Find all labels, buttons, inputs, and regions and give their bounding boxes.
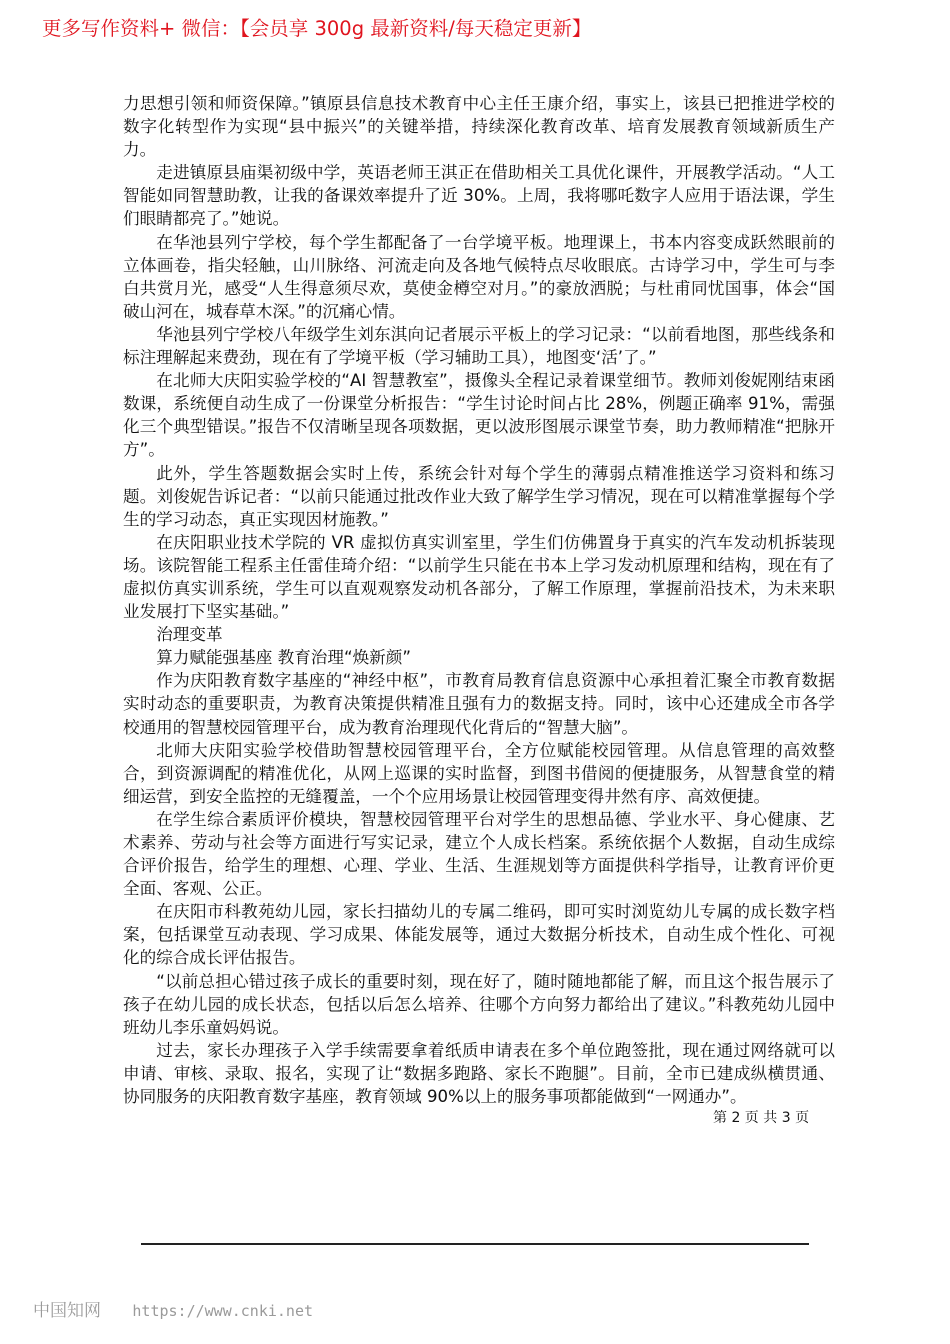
paragraph: 在华池县列宁学校，每个学生都配备了一台学境平板。地理课上，书本内容变成跃然眼前的立体画卷，指尖轻触，山川脉络、河流走向及各地气候特点尽收眼底。古诗学习中，学生可与李白共赏月光，感受“人生得意须尽欢，莫使金樽空对月。”的豪放洒脱；与杜甫同忧国事，体会“国破山河在，城春草木深。”的沉痛心情。	[123, 232, 835, 321]
article-body	[123, 92, 835, 1108]
paragraph: 力思想引领和师资保障。”镇原县信息技术教育中心主任王康介绍，事实上，该县已把推进学校的数字化转型作为实现“县中振兴”的关键举措，持续深化教育改革、培育发展教育领域新质生产力。	[123, 94, 835, 160]
paragraph: 北师大庆阳实验学校借助智慧校园管理平台，全方位赋能校园管理。从信息管理的高效整合，到资源调配的精准优化，从网上巡课的实时监督，到图书借阅的便捷服务，从智慧食堂的精细运营，到安全监控的无缝覆盖，一个个应用场景让校园管理变得井然有序、高效便捷。	[123, 740, 835, 806]
paragraph: 在庆阳职业技术学院的 VR 虚拟仿真实训室里，学生们仿佛置身于真实的汽车发动机拆装现场。该院智能工程系主任雷佳琦介绍：“以前学生只能在书本上学习发动机原理和结构，现在有了虚拟仿真实训系统，学生可以直观观察发动机各部分，了解工作原理，掌握前沿技术，为未来职业发展打下坚实基础。”	[123, 532, 835, 622]
paragraph: 在学生综合素质评价模块，智慧校园管理平台对学生的思想品德、学业水平、身心健康、艺术素养、劳动与社会等方面进行写实记录，建立个人成长档案。系统依据个人数据，自动生成综合评价报告，给学生的理想、心理、学业、生活、生涯规划等方面提供科学指导，让教育评价更全面、客观、公正。	[123, 809, 835, 899]
paragraph: 作为庆阳教育数字基座的“神经中枢”，市教育局教育信息资源中心承担着汇聚全市教育数据实时动态的重要职责，为教育决策提供精准且强有力的数据支持。同时，该中心还建成全市各学校通用的智慧校园管理平台，成为教育治理现代化背后的“智慧大脑”。	[123, 671, 835, 737]
footer	[33, 1296, 313, 1321]
paragraph: 走进镇原县庙渠初级中学，英语老师王淇正在借助相关工具优化课件，开展教学活动。“人工智能如同智慧助教，让我的备课效率提升了近 30%。上周，我将哪吒数字人应用于语法课，学生们眼睛都亮了。”她说。	[123, 163, 835, 229]
section-heading: 治理变革	[156, 625, 223, 645]
paragraph: 在北师大庆阳实验学校的“AI 智慧教室”，摄像头全程记录着课堂细节。教师刘俊妮刚结束函数课，系统便自动生成了一份课堂分析报告：“学生讨论时间占比 28%，例题正确率 91%，需强化三个典型错误。”报告不仅清晰呈现各项数据，更以波形图展示课堂节奏，助力教师精准“把脉开方”。	[123, 371, 835, 460]
footer-divider	[141, 1243, 809, 1245]
paragraph: 过去，家长办理孩子入学手续需要拿着纸质申请表在多个单位跑签批，现在通过网络就可以申请、审核、录取、报名，实现了让“数据多跑路、家长不跑腿”。目前，全市已建成纵横贯通、协同服务的庆阳教育数字基座，教育领域 90%以上的服务事项都能做到“一网通办”。	[123, 1040, 835, 1107]
promo-banner: 更多写作资料+ 微信：【会员享 300g 最新资料/每天稳定更新】	[42, 17, 592, 40]
paragraph: 华池县列宁学校八年级学生刘东淇向记者展示平板上的学习记录：“以前看地图，那些线条和标注理解起来费劲，现在有了学境平板（学习辅助工具），地图变‘活’了。”	[123, 324, 835, 368]
paragraph: “以前总担心错过孩子成长的重要时刻，现在好了，随时随地都能了解，而且这个报告展示了孩子在幼儿园的成长状态，包括以后怎么培养、往哪个方向努力都给出了建议。”科教苑幼儿园中班幼儿李乐童妈妈说。	[123, 971, 835, 1037]
paragraph: 此外，学生答题数据会实时上传，系统会针对每个学生的薄弱点精准推送学习资料和练习题。刘俊妮告诉记者：“以前只能通过批改作业大致了解学生学习情况，现在可以精准掌握每个学生的学习动态，真正实现因材施教。”	[123, 463, 835, 529]
site-name: 中国知网	[33, 1301, 101, 1321]
paragraph: 在庆阳市科教苑幼儿园，家长扫描幼儿的专属二维码，即可实时浏览幼儿专属的成长数字档案，包括课堂互动表现、学习成果、体能发展等，通过大数据分析技术，自动生成个性化、可视化的综合成长评估报告。	[123, 902, 835, 968]
page-number: 第 2 页 共 3 页	[713, 1110, 810, 1126]
section-subheading: 算力赋能强基座 教育治理“焕新颜”	[156, 648, 411, 668]
site-url-link[interactable]: https://www.cnki.net	[132, 1302, 314, 1320]
